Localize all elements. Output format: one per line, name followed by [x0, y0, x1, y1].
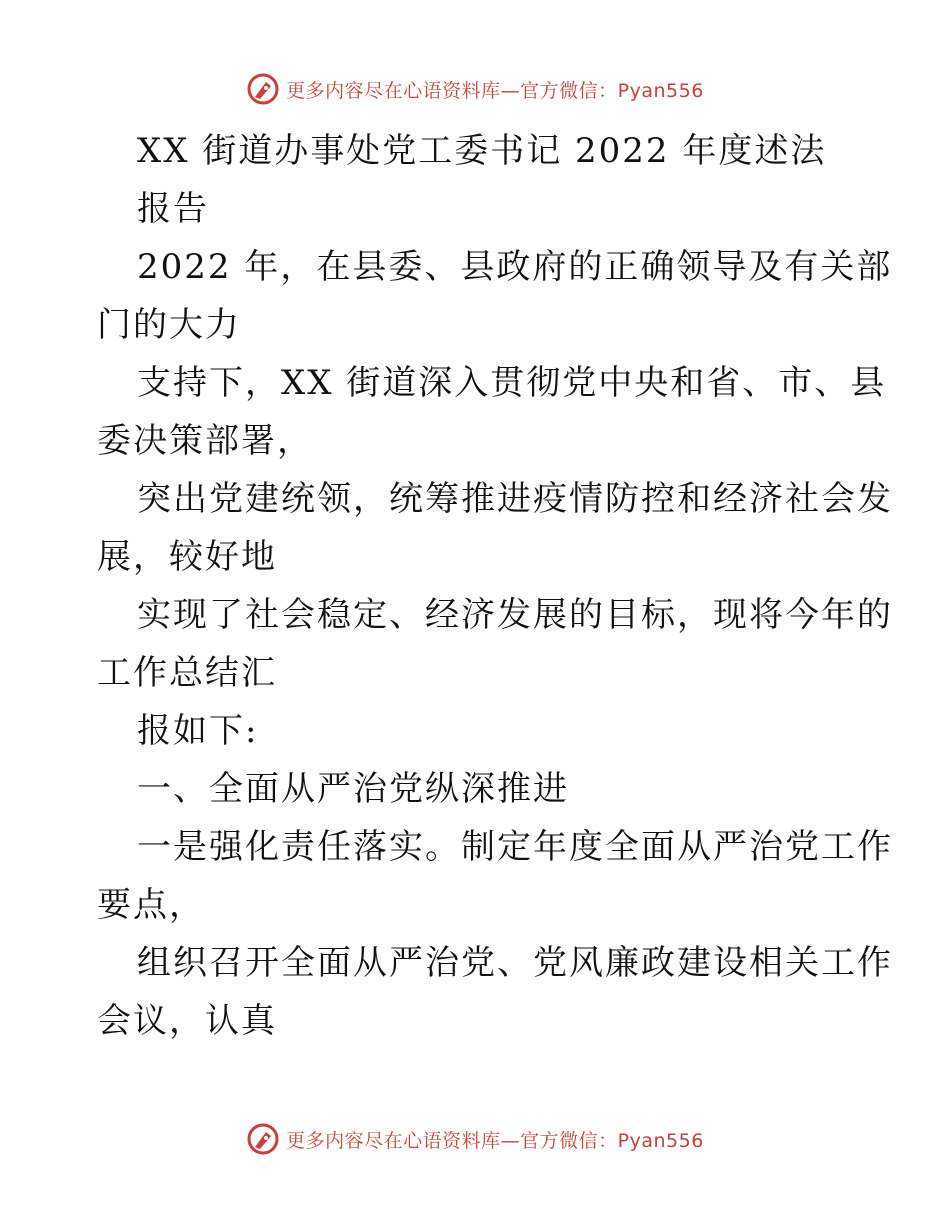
footer-banner-text: 更多内容尽在心语资料库—官方微信：Pyan556	[286, 1129, 704, 1152]
footer-banner	[0, 1122, 950, 1156]
pen-nib-seal-icon	[246, 1122, 280, 1156]
paragraph-line: 要点，	[97, 885, 205, 925]
paragraph-line: 门的大力	[97, 305, 241, 345]
pen-nib-seal-icon	[246, 72, 280, 106]
paragraph-line: 支持下，XX 街道深入贯彻党中央和省、市、县	[137, 363, 887, 403]
paragraph-line: 2022 年，在县委、县政府的正确领导及有关部	[137, 247, 893, 287]
section-heading: 一、全面从严治党纵深推进	[137, 769, 569, 809]
paragraph-line: 工作总结汇	[97, 653, 277, 693]
paragraph-line: 实现了社会稳定、经济发展的目标，现将今年的	[137, 595, 893, 635]
paragraph-line: 突出党建统领，统筹推进疫情防控和经济社会发	[137, 479, 893, 519]
paragraph-line: 一是强化责任落实。制定年度全面从严治党工作	[137, 827, 893, 867]
paragraph-line: 组织召开全面从严治党、党风廉政建设相关工作	[137, 943, 893, 983]
header-banner-text: 更多内容尽在心语资料库—官方微信：Pyan556	[286, 79, 704, 102]
paragraph-line: 委决策部署，	[97, 421, 313, 461]
header-banner	[0, 72, 950, 106]
paragraph-line: 会议，认真	[97, 1001, 277, 1041]
document-body	[97, 122, 893, 1050]
document-title-line-1: XX 街道办事处党工委书记 2022 年度述法	[137, 131, 827, 171]
paragraph-line: 报如下:	[137, 711, 259, 751]
paragraph-line: 展，较好地	[97, 537, 277, 577]
document-title-line-2: 报告	[137, 189, 209, 229]
